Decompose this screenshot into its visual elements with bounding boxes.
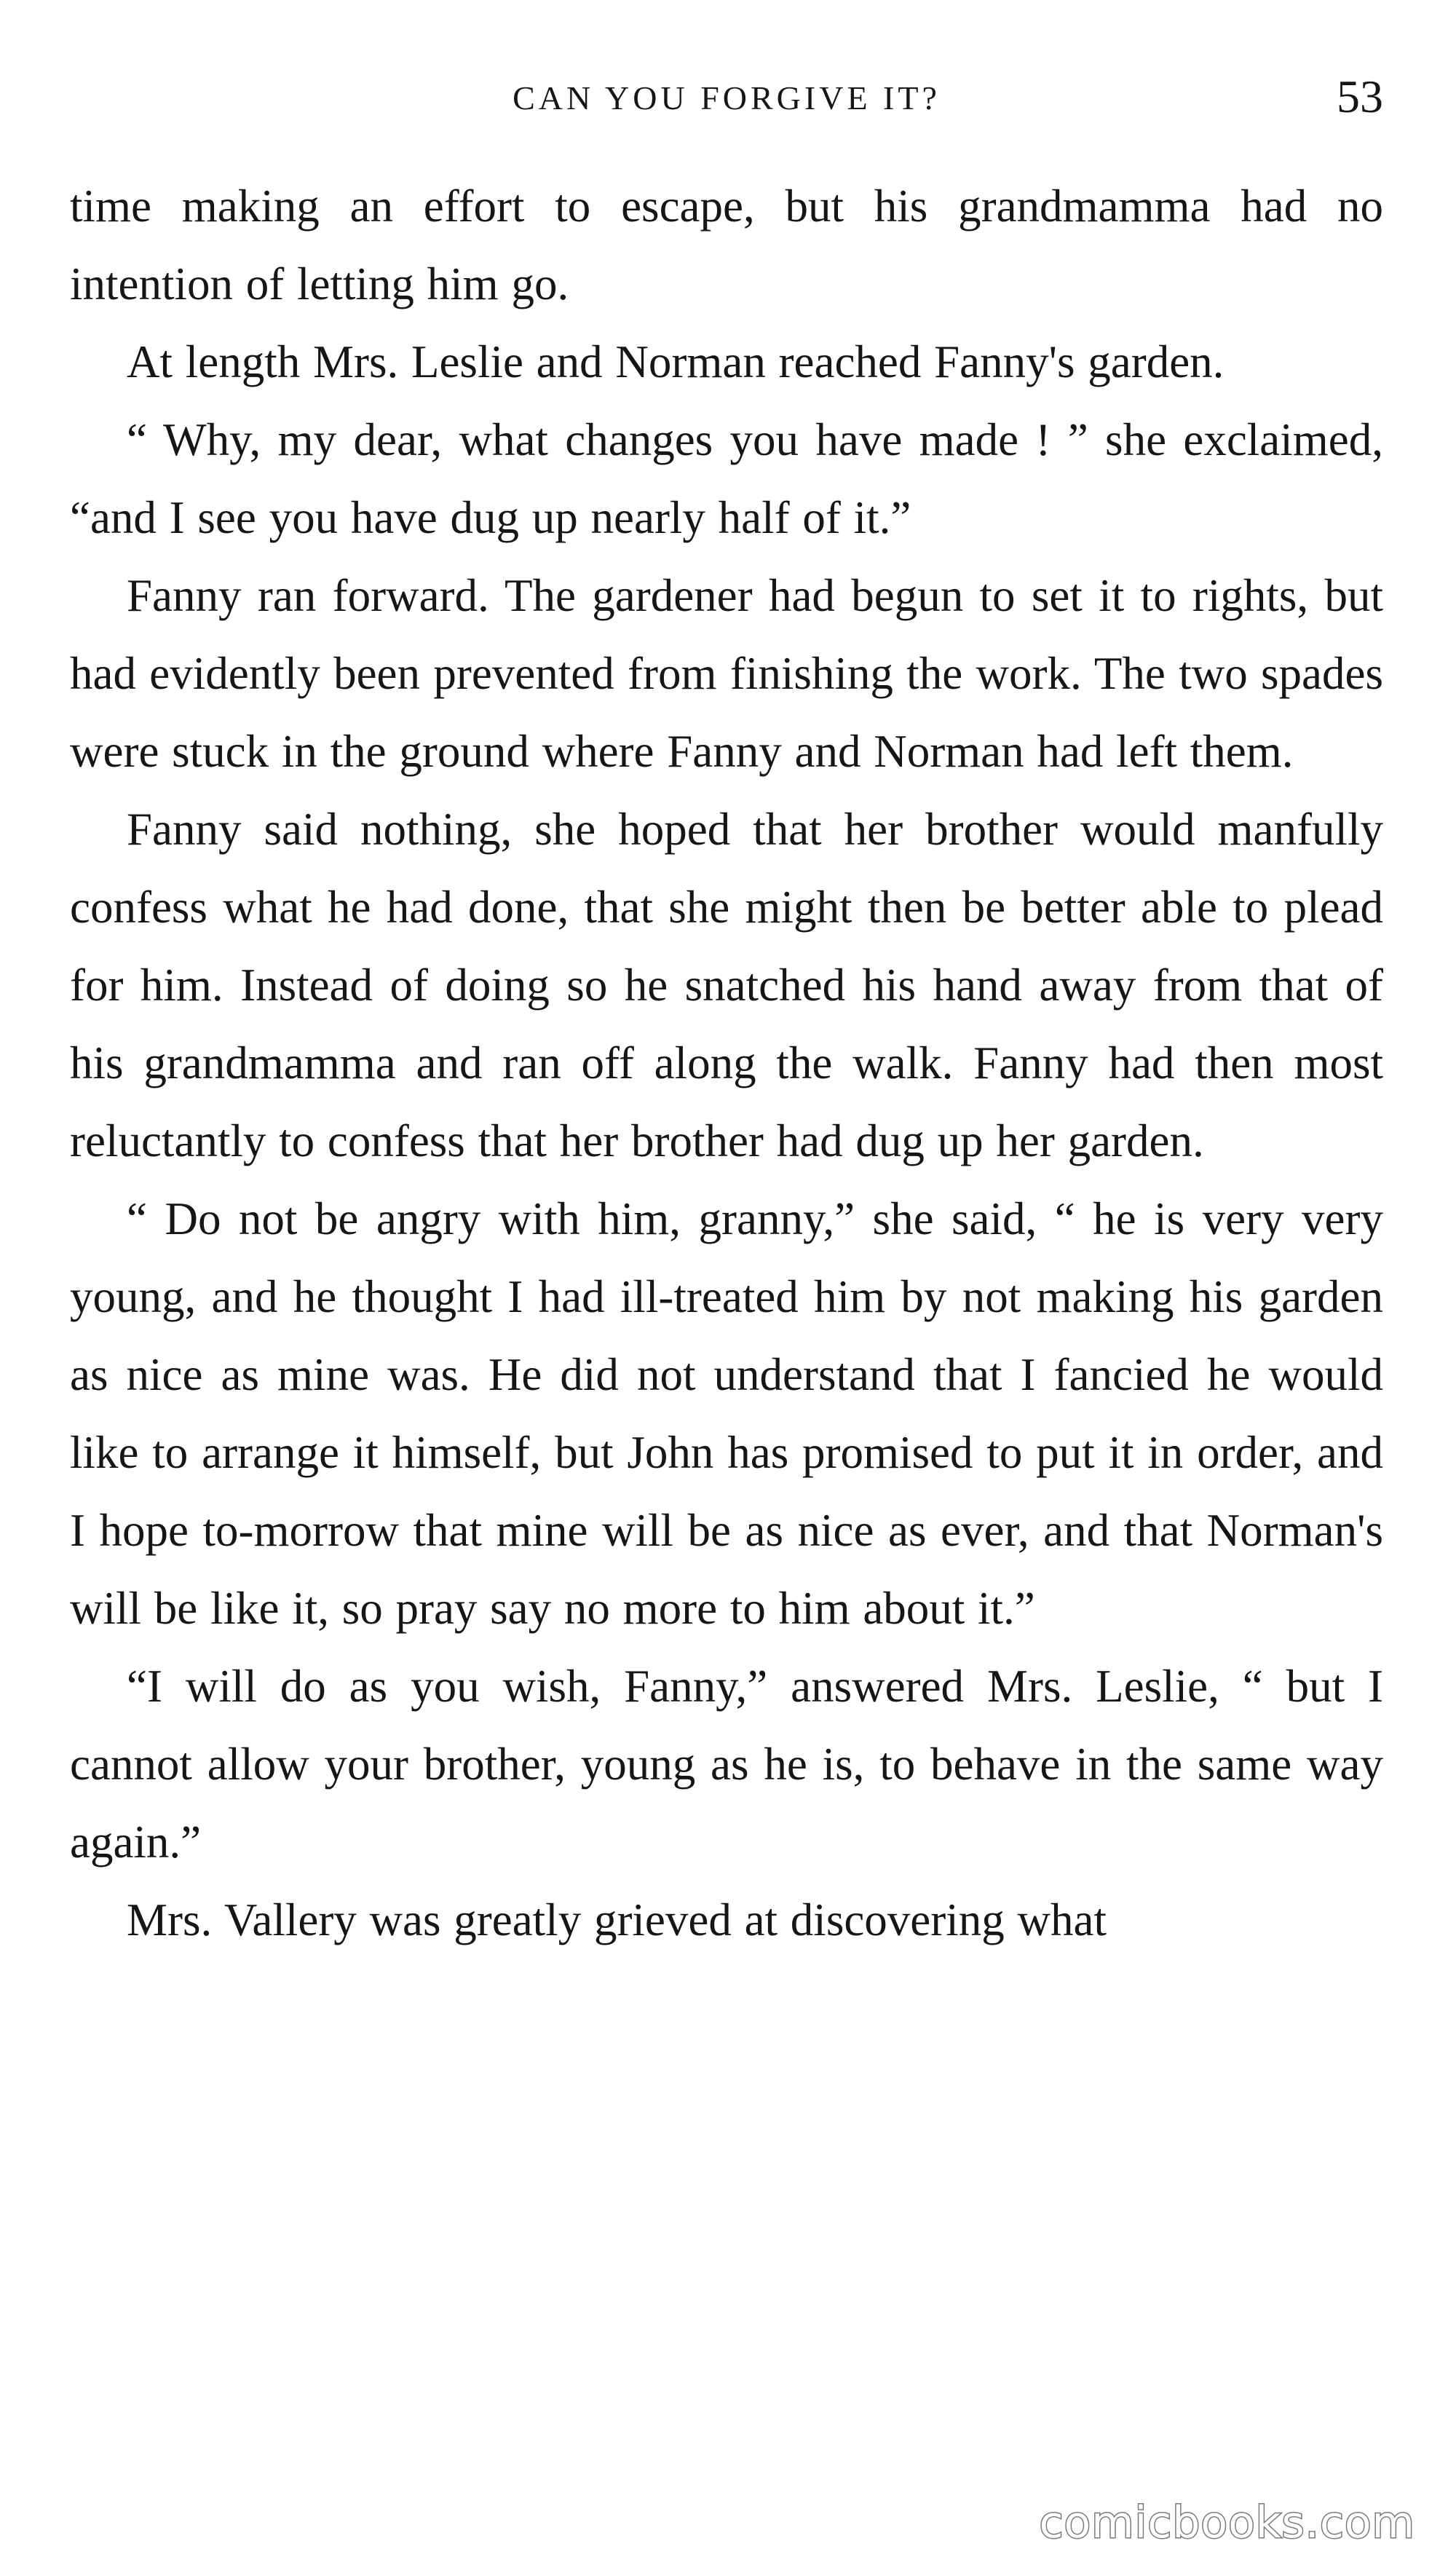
paragraph-7: “I will do as you wish, Fanny,” answered Mrs. Leslie, “ but I cannot allow your brother, young as he is, to behave in the same way again.” [70, 1661, 1383, 1868]
page-number: 53 [1337, 71, 1383, 122]
paragraph-2: At length Mrs. Leslie and Norman reached Fanny's garden. [127, 336, 1224, 387]
paragraph-1: time making an effort to escape, but his grandmamma had no intention of letting him go. [70, 181, 1383, 309]
paragraph-6: “ Do not be angry with him, granny,” she said, “ he is very very young, and he thought I had ill-treated him by not making his garden as nice as mine was. He did not understand that I fancied he would like to arrange it himself, but John has promised to put it in order, and I hope to-morrow that mine will be as nice as ever, and that Norman's will be like it, so pray say no more to him about it.” [70, 1193, 1383, 1634]
paragraph-5: Fanny said nothing, she hoped that her brother would manfully confess what he had done, that she might then be better able to plead for him. Instead of doing so he snatched his hand away from that of his grandmamma and ran off along the walk. Fanny had then most reluctantly to confess that her brother had dug up her garden. [70, 804, 1383, 1166]
paragraph-4: Fanny ran forward. The gardener had begun to set it to rights, but had evidently been prevented from finishing the work. The two spades were stuck in the ground where Fanny and Norman had left them. [70, 570, 1383, 777]
running-head: CAN YOU FORGIVE IT? [513, 79, 941, 116]
body-text [70, 167, 1383, 1959]
page-header [70, 70, 1383, 128]
paragraph-8: Mrs. Vallery was greatly grieved at discovering what [127, 1894, 1107, 1945]
watermark: comicbooks.com [1039, 2497, 1415, 2548]
paragraph-3: “ Why, my dear, what changes you have made ! ” she exclaimed, “and I see you have dug up nearly half of it.” [70, 414, 1383, 543]
